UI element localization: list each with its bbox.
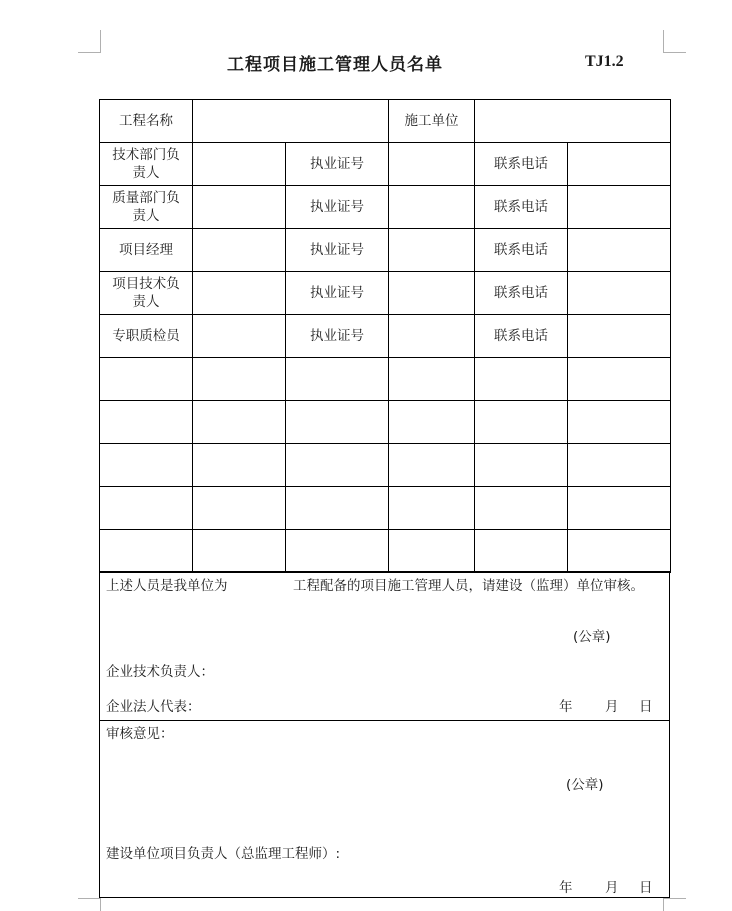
table-row [100,315,671,358]
table-cell[interactable] [100,358,193,401]
construction-unit-field[interactable] [475,100,671,143]
crop-mark-bottom-left [78,898,101,911]
phone-field[interactable] [568,315,671,358]
table-cell[interactable] [193,401,286,444]
name-field[interactable] [193,315,286,358]
table-cell[interactable] [286,401,389,444]
phone-label: 联系电话 [475,229,568,272]
tech-lead-label: 企业技术负责人： [106,664,214,680]
personnel-table [99,99,671,573]
table-cell[interactable] [286,487,389,530]
role-label: 项目技术负 责人 [100,272,193,315]
table-row [100,401,671,444]
table-row [100,358,671,401]
cert-label: 执业证号 [286,143,389,186]
phone-label: 联系电话 [475,143,568,186]
table-row [100,487,671,530]
table-cell[interactable] [568,487,671,530]
phone-label: 联系电话 [475,315,568,358]
cert-field[interactable] [389,229,475,272]
phone-label: 联系电话 [475,272,568,315]
table-cell[interactable] [568,444,671,487]
construction-unit-label: 施工单位 [389,100,475,143]
table-cell[interactable] [475,401,568,444]
table-row [100,444,671,487]
table-cell[interactable] [193,487,286,530]
phone-field[interactable] [568,186,671,229]
cert-field[interactable] [389,143,475,186]
table-cell[interactable] [100,530,193,573]
table-row [100,186,671,229]
table-cell[interactable] [475,487,568,530]
form-code: TJ1.2 [585,53,624,70]
table-cell[interactable] [389,401,475,444]
cert-label: 执业证号 [286,315,389,358]
table-row [100,143,671,186]
review-section [99,720,670,898]
table-cell[interactable] [389,530,475,573]
date-month: 月 [605,699,619,715]
table-cell[interactable] [193,358,286,401]
name-field[interactable] [193,143,286,186]
table-cell[interactable] [286,444,389,487]
declaration-text-b: 工程配备的项目施工管理人员，请建设（监理）单位审核。 [293,578,644,594]
role-label: 质量部门负 责人 [100,186,193,229]
table-cell[interactable] [568,358,671,401]
date-day: 日 [639,699,653,715]
review-date-year: 年 [559,880,573,896]
phone-field[interactable] [568,143,671,186]
name-field[interactable] [193,229,286,272]
name-field[interactable] [193,186,286,229]
role-label: 技术部门负 责人 [100,143,193,186]
date-year: 年 [559,699,573,715]
cert-field[interactable] [389,272,475,315]
role-label: 项目经理 [100,229,193,272]
cert-field[interactable] [389,315,475,358]
phone-field[interactable] [568,229,671,272]
table-cell[interactable] [475,444,568,487]
phone-label: 联系电话 [475,186,568,229]
project-name-field[interactable] [193,100,389,143]
page-title: 工程项目施工管理人员名单 [227,55,443,75]
declaration-text-a: 上述人员是我单位为 [106,578,228,594]
review-date-day: 日 [639,880,653,896]
table-row [100,272,671,315]
table-cell[interactable] [286,530,389,573]
table-cell[interactable] [286,358,389,401]
table-cell[interactable] [100,487,193,530]
table-cell[interactable] [100,444,193,487]
table-cell[interactable] [568,530,671,573]
role-label: 专职质检员 [100,315,193,358]
table-cell[interactable] [389,358,475,401]
phone-field[interactable] [568,272,671,315]
review-seal: (公章) [566,777,604,793]
review-date-month: 月 [605,880,619,896]
table-cell[interactable] [193,530,286,573]
table-cell[interactable] [475,358,568,401]
project-name-label: 工程名称 [100,100,193,143]
review-opinion-label: 审核意见： [106,726,174,742]
cert-label: 执业证号 [286,272,389,315]
table-cell[interactable] [389,444,475,487]
table-row [100,530,671,573]
table-row [100,100,671,143]
cert-label: 执业证号 [286,186,389,229]
review-signer-label: 建设单位项目负责人（总监理工程师）: [106,846,341,862]
legal-rep-label: 企业法人代表： [106,699,201,715]
crop-mark-bottom-right [663,898,686,911]
name-field[interactable] [193,272,286,315]
table-cell[interactable] [568,401,671,444]
table-cell[interactable] [193,444,286,487]
company-seal: (公章) [573,629,611,645]
table-row [100,229,671,272]
cert-field[interactable] [389,186,475,229]
table-cell[interactable] [389,487,475,530]
declaration-section [99,571,670,721]
table-cell[interactable] [475,530,568,573]
table-cell[interactable] [100,401,193,444]
cert-label: 执业证号 [286,229,389,272]
